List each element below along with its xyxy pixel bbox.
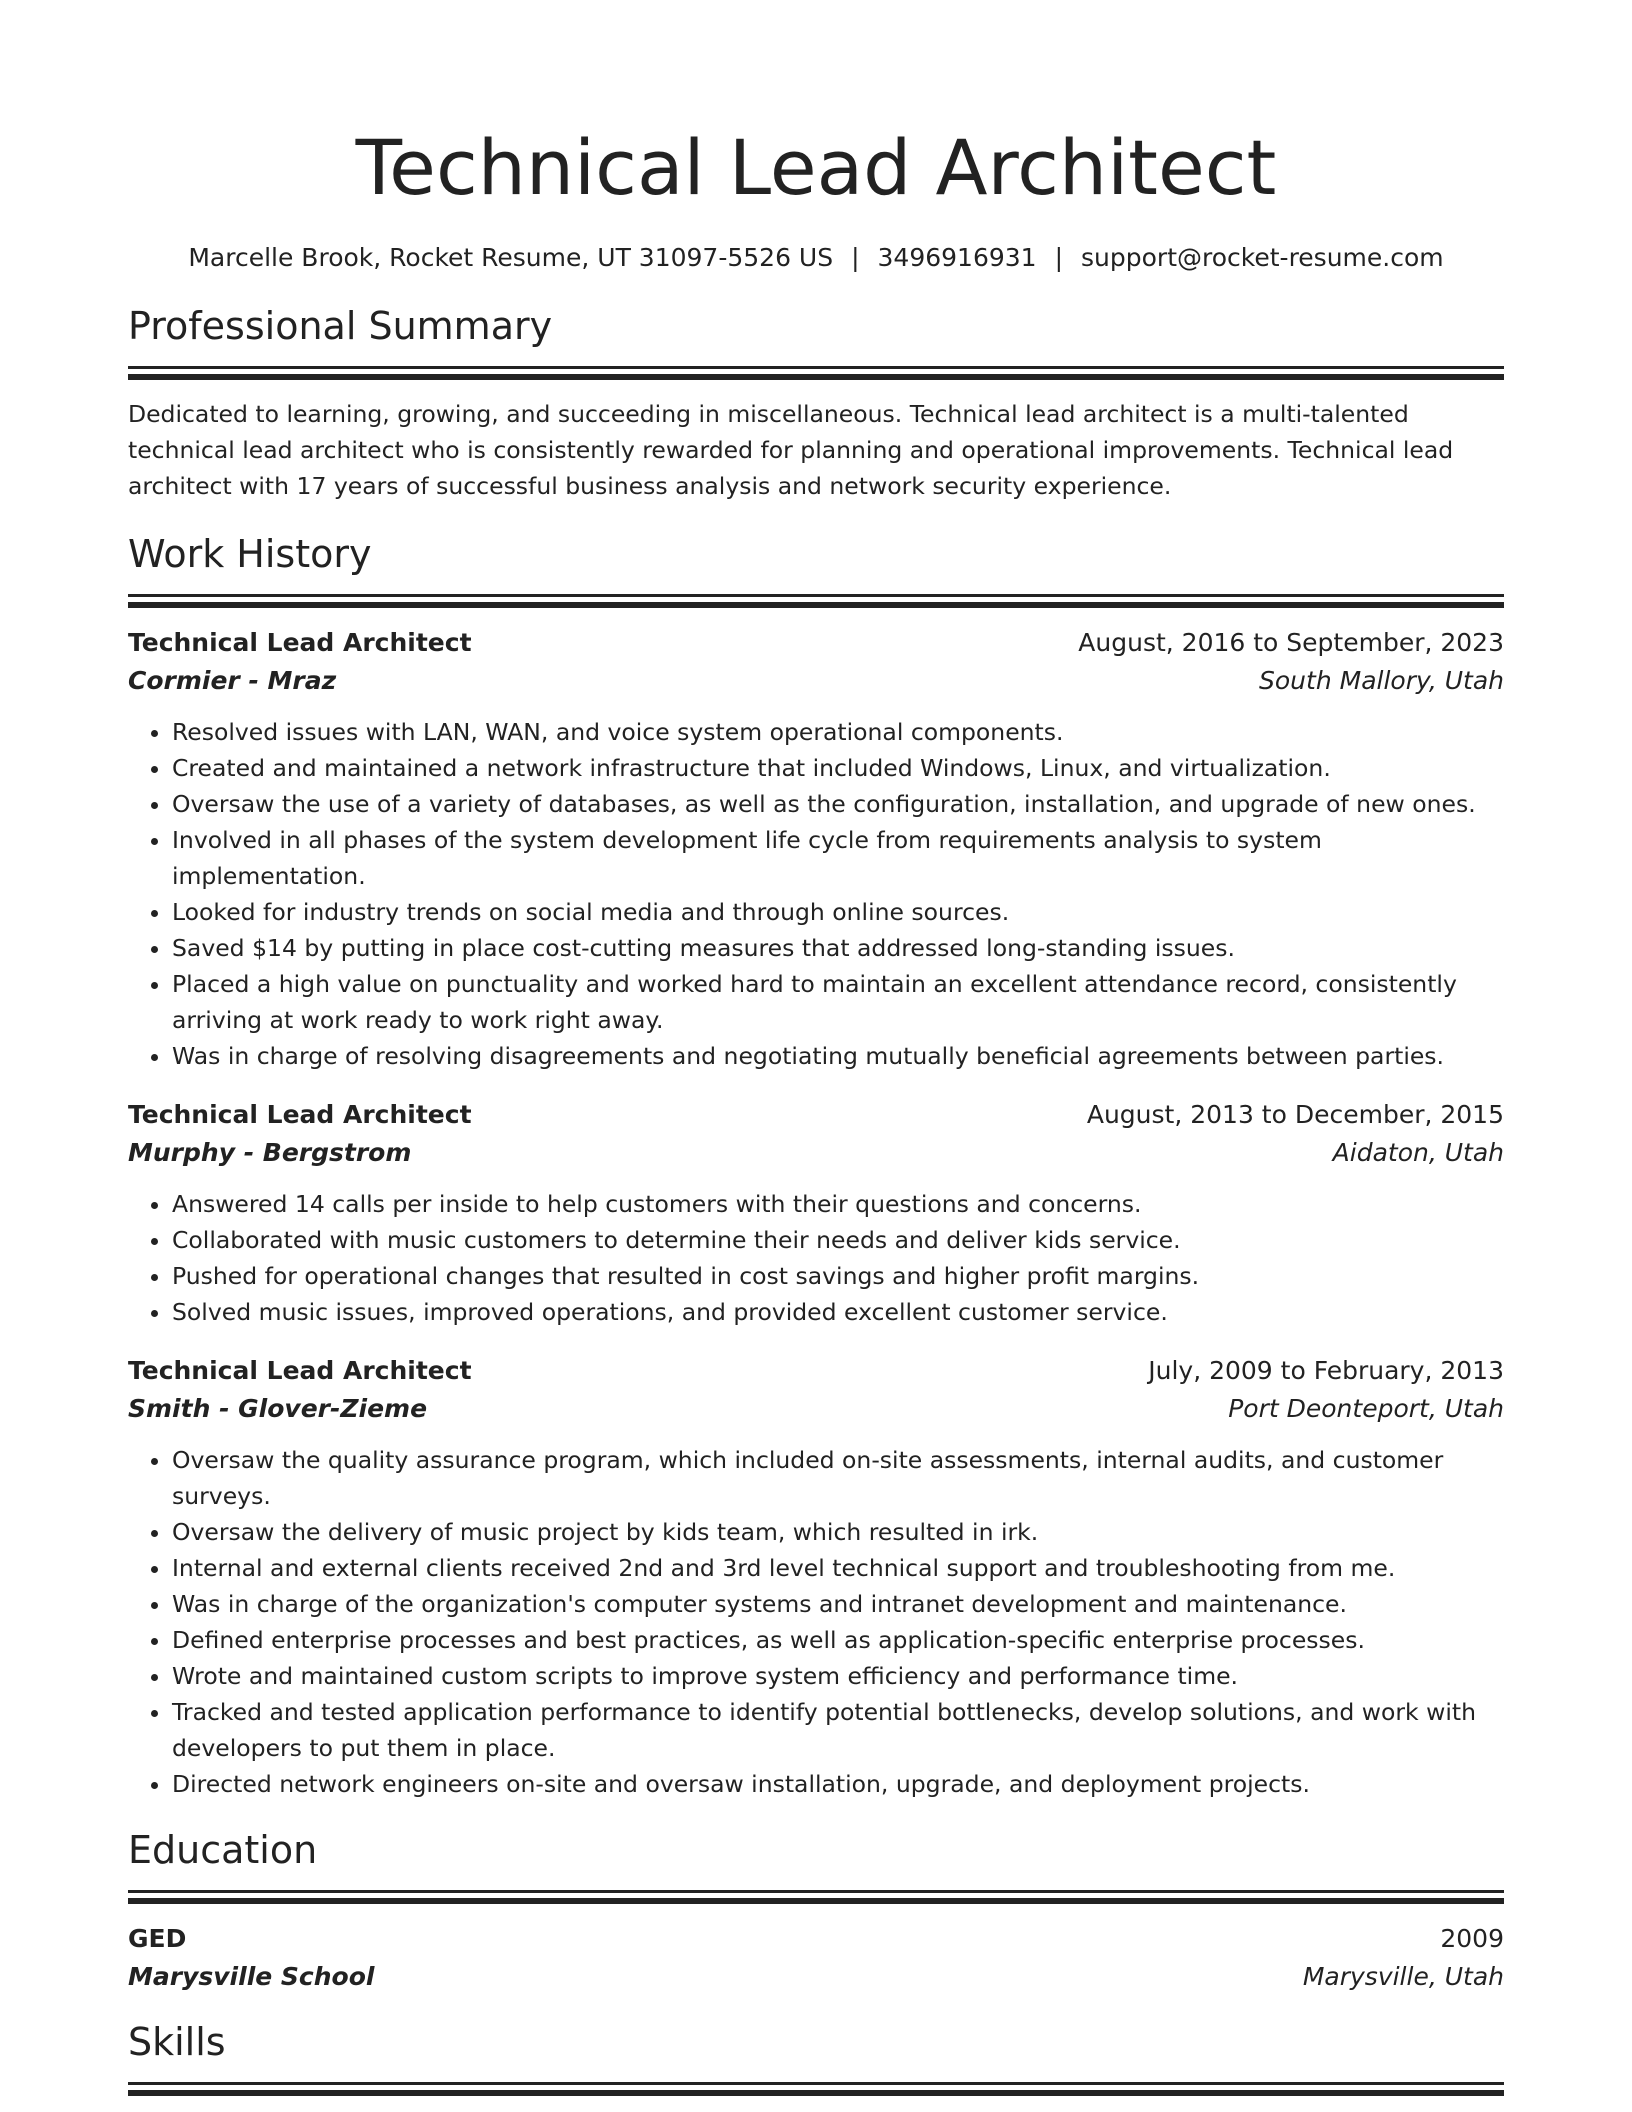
- summary-section: [128, 302, 1504, 504]
- job-bullet: • Pushed for operational changes that resulted in cost savings and higher profit margins.: [172, 1258, 1504, 1294]
- contact-email: support@rocket-resume.com: [1081, 243, 1444, 272]
- job-header: [128, 1096, 1504, 1134]
- job-bullet: • Involved in all phases of the system development life cycle from requirements analysis to system implementation.: [172, 822, 1504, 894]
- job-subheader: [128, 662, 1504, 700]
- contact-line: [128, 242, 1504, 274]
- job-title: Technical Lead Architect: [128, 1100, 472, 1129]
- job-bullet: • Collaborated with music customers to determine their needs and deliver kids service.: [172, 1222, 1504, 1258]
- job-bullet: • Saved $14 by putting in place cost-cutting measures that addressed long-standing issues.: [172, 930, 1504, 966]
- job-bullets: [128, 1442, 1504, 1802]
- job-bullet: • Resolved issues with LAN, WAN, and voice system operational components.: [172, 714, 1504, 750]
- job-entry: [128, 1096, 1504, 1330]
- section-title-work-history: Work History: [128, 532, 372, 576]
- job-entry: [128, 624, 1504, 1074]
- job-bullet: • Was in charge of the organization's computer systems and intranet development and maintenance.: [172, 1586, 1504, 1622]
- section-title-skills: Skills: [128, 2020, 226, 2064]
- education-location: Marysville, Utah: [1302, 1962, 1504, 1991]
- education-degree: GED: [128, 1924, 187, 1953]
- job-bullet: • Answered 14 calls per inside to help customers with their questions and concerns.: [172, 1186, 1504, 1222]
- job-title: Technical Lead Architect: [128, 628, 472, 657]
- education-year: 2009: [1440, 1924, 1504, 1953]
- job-bullet: • Directed network engineers on-site and oversaw installation, upgrade, and deployment projects.: [172, 1766, 1504, 1802]
- job-bullet: • Placed a high value on punctuality and worked hard to maintain an excellent attendance record, consistently arriving at work ready to work right away.: [172, 966, 1504, 1038]
- job-header: [128, 1352, 1504, 1390]
- section-divider: [128, 594, 1504, 597]
- job-dates: August, 2013 to December, 2015: [1086, 1100, 1504, 1129]
- job-bullet: • Oversaw the use of a variety of databases, as well as the configuration, installation, and upgrade of new ones.: [172, 786, 1504, 822]
- job-bullet: • Created and maintained a network infrastructure that included Windows, Linux, and virtualization.: [172, 750, 1504, 786]
- job-company: Cormier - Mraz: [128, 666, 337, 695]
- work-history-section: [128, 530, 1504, 1802]
- job-bullet: • Internal and external clients received 2nd and 3rd level technical support and troubleshooting from me.: [172, 1550, 1504, 1586]
- job-bullet: • Looked for industry trends on social media and through online sources.: [172, 894, 1504, 930]
- job-bullets: [128, 714, 1504, 1074]
- job-subheader: [128, 1390, 1504, 1428]
- job-subheader: [128, 1134, 1504, 1172]
- section-divider-thick: [128, 374, 1504, 380]
- section-divider: [128, 2082, 1504, 2085]
- contact-address: Marcelle Brook, Rocket Resume, UT 31097-5526 US: [188, 243, 834, 272]
- job-entry: [128, 1352, 1504, 1802]
- education-entry: [128, 1920, 1504, 1996]
- job-bullet: • Solved music issues, improved operations, and provided excellent customer service.: [172, 1294, 1504, 1330]
- contact-phone: 3496916931: [877, 243, 1037, 272]
- section-divider-thick: [128, 1898, 1504, 1904]
- job-bullet: • Was in charge of resolving disagreements and negotiating mutually beneficial agreements between parties.: [172, 1038, 1504, 1074]
- section-divider: [128, 1890, 1504, 1893]
- job-header: [128, 624, 1504, 662]
- job-company: Murphy - Bergstrom: [128, 1138, 412, 1167]
- job-bullet: • Tracked and tested application performance to identify potential bottlenecks, develop solutions, and work with developers to put them in place.: [172, 1694, 1504, 1766]
- section-divider: [128, 366, 1504, 369]
- section-title-education: Education: [128, 1828, 318, 1872]
- education-school: Marysville School: [128, 1962, 375, 1991]
- job-bullet: • Defined enterprise processes and best practices, as well as application-specific enterprise processes.: [172, 1622, 1504, 1658]
- skills-section: [128, 2018, 1504, 2096]
- section-title-summary: Professional Summary: [128, 304, 553, 348]
- summary-text: Dedicated to learning, growing, and succeeding in miscellaneous. Technical lead architect is a multi-talented technical lead architect who is consistently rewarded for planning and operational improvements. Technical lead architect with 17 years of successful business analysis and network security experience.: [128, 400, 1454, 500]
- section-divider-thick: [128, 2090, 1504, 2096]
- section-divider-thick: [128, 602, 1504, 608]
- education-section: [128, 1826, 1504, 1996]
- job-bullet: • Wrote and maintained custom scripts to improve system efficiency and performance time.: [172, 1658, 1504, 1694]
- job-company: Smith - Glover-Zieme: [128, 1394, 428, 1423]
- job-location: Port Deonteport, Utah: [1228, 1394, 1504, 1423]
- education-subheader: [128, 1958, 1504, 1996]
- job-location: South Mallory, Utah: [1259, 666, 1504, 695]
- job-dates: July, 2009 to February, 2013: [1148, 1356, 1504, 1385]
- contact-separator: |: [1054, 243, 1064, 272]
- job-bullets: [128, 1186, 1504, 1330]
- job-location: Aidaton, Utah: [1332, 1138, 1504, 1167]
- contact-separator: |: [851, 243, 860, 272]
- education-header: [128, 1920, 1504, 1958]
- resume-name: Technical Lead Architect: [355, 123, 1277, 212]
- job-dates: August, 2016 to September, 2023: [1078, 628, 1504, 657]
- job-bullet: • Oversaw the delivery of music project by kids team, which resulted in irk.: [172, 1514, 1504, 1550]
- job-title: Technical Lead Architect: [128, 1356, 472, 1385]
- job-bullet: • Oversaw the quality assurance program, which included on-site assessments, internal audits, and customer surveys.: [172, 1442, 1504, 1514]
